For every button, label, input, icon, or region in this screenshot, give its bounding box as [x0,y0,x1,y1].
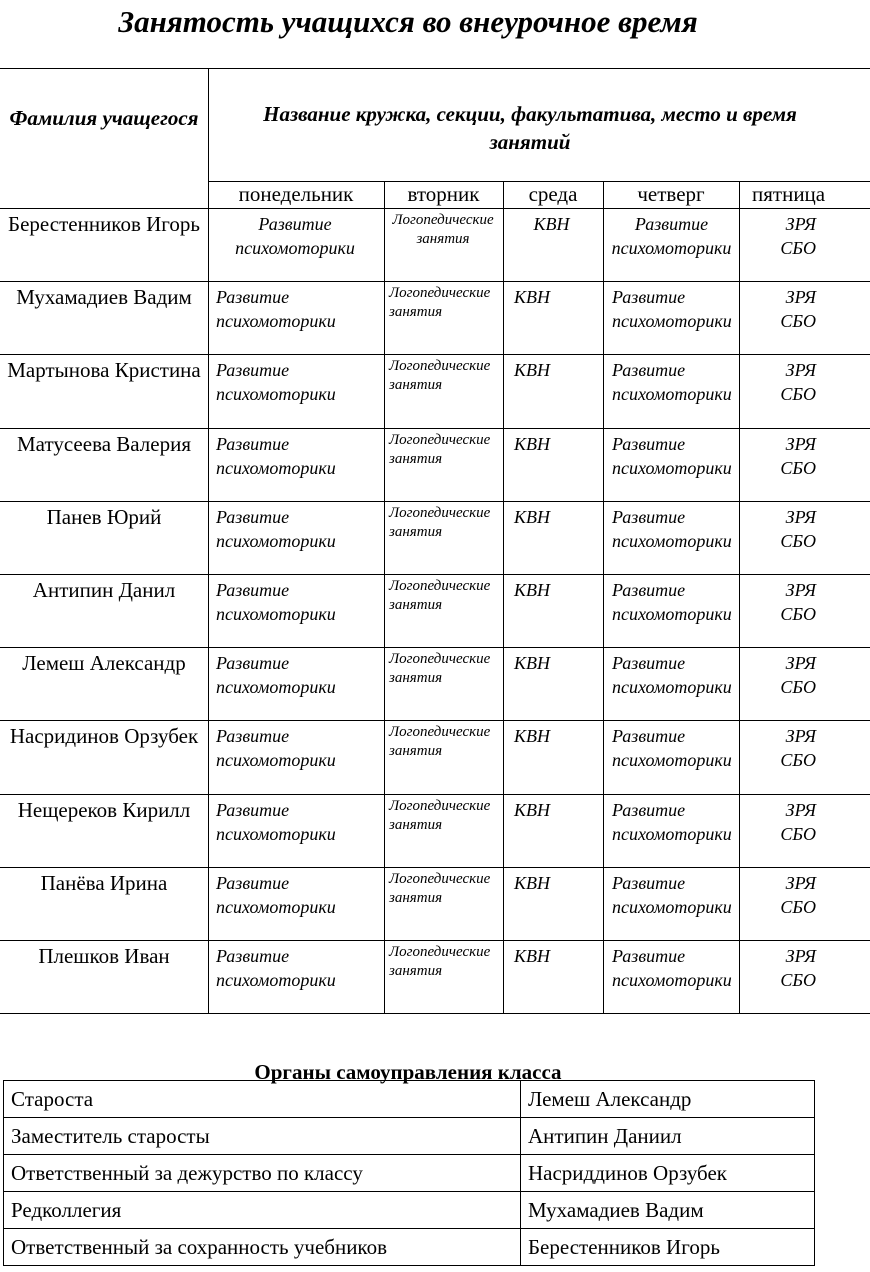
thursday-activity: Развитие психомоторики [612,800,732,844]
tuesday-activity: Логопедические занятия [392,212,494,247]
person-cell: Лемеш Александр [521,1081,815,1118]
day-header-friday: пятница [752,182,826,206]
student-name: Мартынова Кристина [7,358,201,382]
thursday-activity: Развитие психомоторики [612,653,732,697]
thursday-activity: Развитие психомоторики [612,580,732,624]
row-border [0,574,870,575]
day-header-wednesday: среда [528,182,578,206]
student-name: Мухамадиев Вадим [16,285,192,309]
thursday-activity: Развитие психомоторики [612,287,732,331]
name-column-header: Фамилия учащегося [9,106,199,130]
wednesday-activity: КВН [514,507,550,527]
wednesday-activity: КВН [514,726,550,746]
thursday-activity: Развитие психомоторики [612,360,732,404]
wednesday-column-border [503,181,504,1014]
person-cell: Насриддинов Орзубек [521,1155,815,1192]
role-cell: Ответственный за сохранность учебников [4,1229,521,1266]
wednesday-activity: КВН [533,214,570,234]
monday-activity: Развитие психомоторики [216,800,336,844]
wednesday-activity: КВН [514,873,550,893]
friday-activity: ЗРЯ СБО [780,507,816,551]
activity-column-header: Название кружка, секции, факультатива, место и время занятий [263,102,797,154]
table-row [4,1081,815,1118]
tuesday-activity: Логопедические занятия [389,724,491,759]
self-government-table [3,1080,815,1266]
tuesday-activity: Логопедические занятия [389,578,491,613]
thursday-activity: Развитие психомоторики [612,434,732,478]
monday-activity: Развитие психомоторики [216,580,336,624]
wednesday-activity: КВН [514,800,550,820]
person-cell: Мухамадиев Вадим [521,1192,815,1229]
friday-activity: ЗРЯ СБО [780,653,816,697]
role-cell: Староста [4,1081,521,1118]
monday-activity: Развитие психомоторики [216,653,336,697]
thursday-activity: Развитие психомоторики [612,873,732,917]
thursday-activity: Развитие психомоторики [612,507,732,551]
row-border [0,428,870,429]
row-border [0,940,870,941]
table-row [4,1155,815,1192]
student-name: Панев Юрий [46,505,162,529]
tuesday-activity: Логопедические занятия [389,358,491,393]
student-name: Матусеева Валерия [17,432,191,456]
monday-activity: Развитие психомоторики [216,507,336,551]
friday-activity: ЗРЯ СБО [780,946,816,990]
friday-activity: ЗРЯ СБО [780,873,816,917]
tuesday-activity: Логопедические занятия [389,651,491,686]
table-row [4,1118,815,1155]
thursday-activity: Развитие психомоторики [611,214,732,258]
student-name: Берестенников Игорь [8,212,200,236]
friday-activity: ЗРЯ СБО [780,287,816,331]
wednesday-activity: КВН [514,360,550,380]
self-government-title: Органы самоуправления класса [254,1060,562,1084]
row-border [0,794,870,795]
person-cell: Берестенников Игорь [521,1229,815,1266]
row-border [0,281,870,282]
monday-activity: Развитие психомоторики [235,214,355,258]
monday-activity: Развитие психомоторики [216,946,336,990]
day-header-thursday: четверг [637,182,705,206]
role-cell: Заместитель старосты [4,1118,521,1155]
table-border-top [0,68,870,69]
day-header-tuesday: вторник [407,182,480,206]
monday-activity: Развитие психомоторики [216,434,336,478]
row-border [0,720,870,721]
wednesday-activity: КВН [514,580,550,600]
thursday-activity: Развитие психомоторики [612,726,732,770]
row-border [0,867,870,868]
friday-activity: ЗРЯ СБО [780,360,816,404]
friday-activity: ЗРЯ СБО [780,434,816,478]
row-border [0,501,870,502]
wednesday-activity: КВН [514,287,550,307]
friday-activity: ЗРЯ СБО [780,800,816,844]
tuesday-activity: Логопедические занятия [389,505,491,540]
table-row [4,1229,815,1266]
row-border [0,647,870,648]
wednesday-activity: КВН [514,653,550,673]
role-cell: Редколлегия [4,1192,521,1229]
day-header-monday: понедельник [238,182,354,206]
name-column-border [208,68,209,1014]
table-row [4,1192,815,1229]
page-title: Занятость учащихся во внеурочное время [118,4,698,39]
activity-schedule-table [0,68,870,1014]
tuesday-activity: Логопедические занятия [389,432,491,467]
monday-activity: Развитие психомоторики [216,726,336,770]
student-name: Антипин Данил [32,578,176,602]
tuesday-activity: Логопедические занятия [389,944,491,979]
tuesday-column-border [384,181,385,1014]
wednesday-activity: КВН [514,434,550,454]
student-name: Панёва Ирина [40,871,168,895]
thursday-activity: Развитие психомоторики [612,946,732,990]
student-name: Плешков Иван [38,944,170,968]
person-cell: Антипин Даниил [521,1118,815,1155]
student-name: Нещереков Кирилл [17,798,191,822]
monday-activity: Развитие психомоторики [216,287,336,331]
tuesday-activity: Логопедические занятия [389,871,491,906]
student-name: Лемеш Александр [22,651,186,675]
friday-activity: ЗРЯ СБО [780,726,816,770]
tuesday-activity: Логопедические занятия [389,285,491,320]
row-border [0,354,870,355]
role-cell: Ответственный за дежурство по классу [4,1155,521,1192]
monday-activity: Развитие психомоторики [216,873,336,917]
wednesday-activity: КВН [514,946,550,966]
tuesday-activity: Логопедические занятия [389,798,491,833]
row-border [0,1013,870,1014]
monday-activity: Развитие психомоторики [216,360,336,404]
friday-activity: ЗРЯ СБО [780,214,816,258]
friday-activity: ЗРЯ СБО [780,580,816,624]
thursday-column-border [603,181,604,1014]
student-name: Насридинов Орзубек [9,724,199,748]
